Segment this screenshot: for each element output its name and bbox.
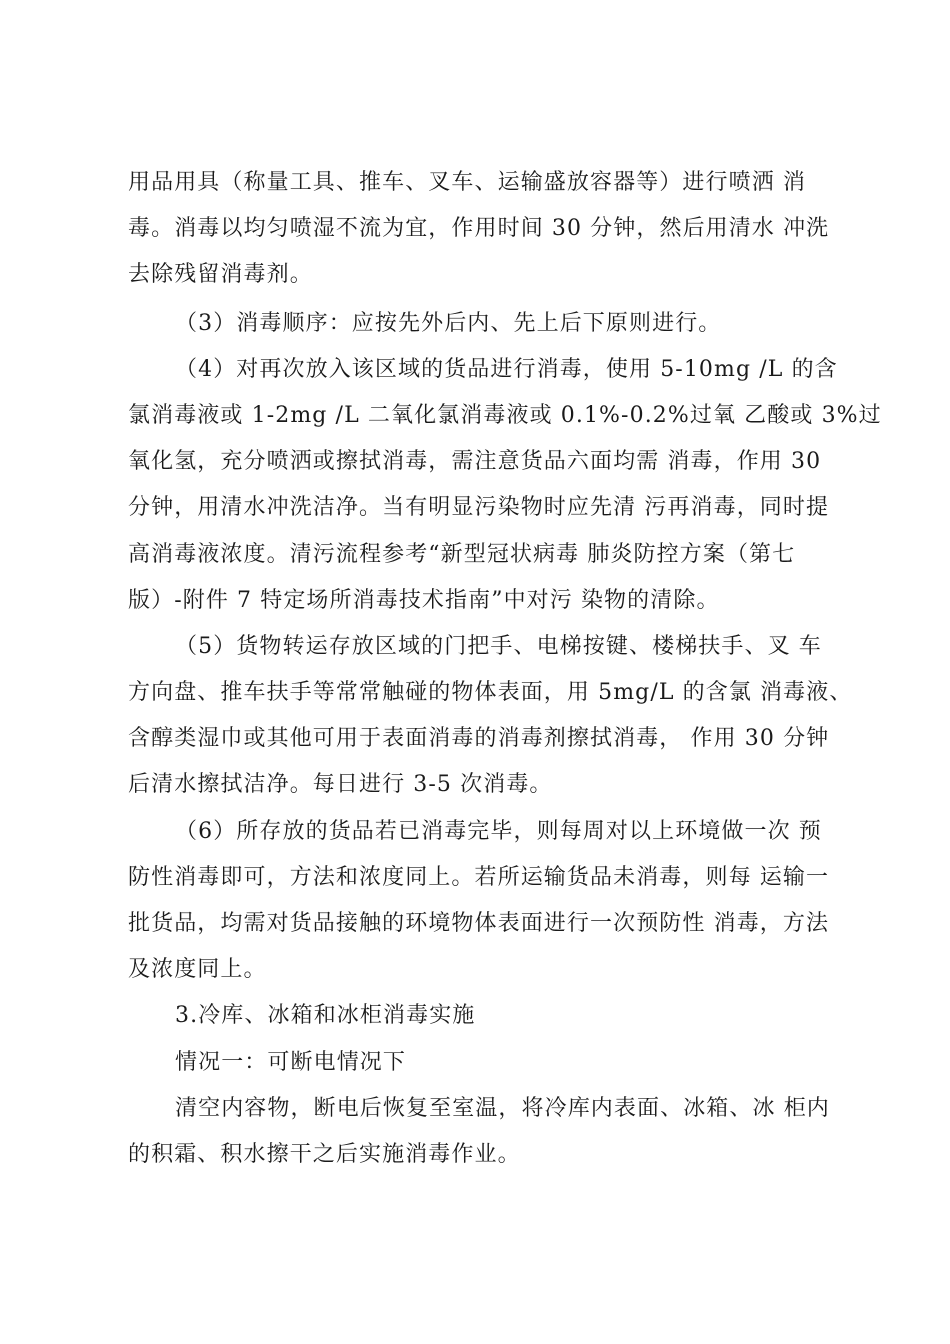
text-line: 方向盘、推车扶手等常常触碰的物体表面，用 5mg/L 的含氯 消毒液、 <box>128 680 853 705</box>
text-line: 分钟，用清水冲洗洁净。当有明显污染物时应先清 污再消毒，同时提 <box>128 495 830 520</box>
text-line: 去除残留消毒剂。 <box>128 262 313 287</box>
text-line: 用品用具（称量工具、推车、叉车、运输盛放容器等）进行喷洒 消 <box>128 170 806 195</box>
text-line: 高消毒液浓度。清污流程参考“新型冠状病毒 肺炎防控方案（第七 <box>128 542 796 567</box>
text-line: 含醇类湿巾或其他可用于表面消毒的消毒剂擦拭消毒， 作用 30 分钟 <box>128 726 830 751</box>
subheading: 情况一：可断电情况下 <box>175 1050 407 1075</box>
text-line: 的积霜、积水擦干之后实施消毒作业。 <box>128 1142 521 1167</box>
text-line: （4）对再次放入该区域的货品进行消毒，使用 5-10mg /L 的含 <box>175 357 838 382</box>
text-line: 后清水擦拭洁净。每日进行 3-5 次消毒。 <box>128 772 553 797</box>
text-line: 防性消毒即可，方法和浓度同上。若所运输货品未消毒，则每 运输一 <box>128 865 830 890</box>
text-line: 清空内容物，断电后恢复至室温，将冷库内表面、冰箱、冰 柜内 <box>175 1096 830 1121</box>
text-line: 氯消毒液或 1-2mg /L 二氧化氯消毒液或 0.1%-0.2%过氧 乙酸或 3%过 <box>128 403 882 428</box>
text-line: 批货品，均需对货品接触的环境物体表面进行一次预防性 消毒，方法 <box>128 911 830 936</box>
text-line: 及浓度同上。 <box>128 957 267 982</box>
text-line: （6）所存放的货品若已消毒完毕，则每周对以上环境做一次 预 <box>175 819 822 844</box>
text-line: 氧化氢，充分喷洒或擦拭消毒，需注意货品六面均需 消毒，作用 30 <box>128 449 822 474</box>
text-line: （5）货物转运存放区域的门把手、电梯按键、楼梯扶手、叉 车 <box>175 634 822 659</box>
text-line: （3）消毒顺序：应按先外后内、先上后下原则进行。 <box>175 311 722 336</box>
text-line: 毒。消毒以均匀喷湿不流为宜，作用时间 30 分钟，然后用清水 冲洗 <box>128 216 830 241</box>
section-heading: 3.冷库、冰箱和冰柜消毒实施 <box>175 1003 476 1028</box>
text-line: 版）-附件 7 特定场所消毒技术指南”中对污 染物的清除。 <box>128 588 720 613</box>
